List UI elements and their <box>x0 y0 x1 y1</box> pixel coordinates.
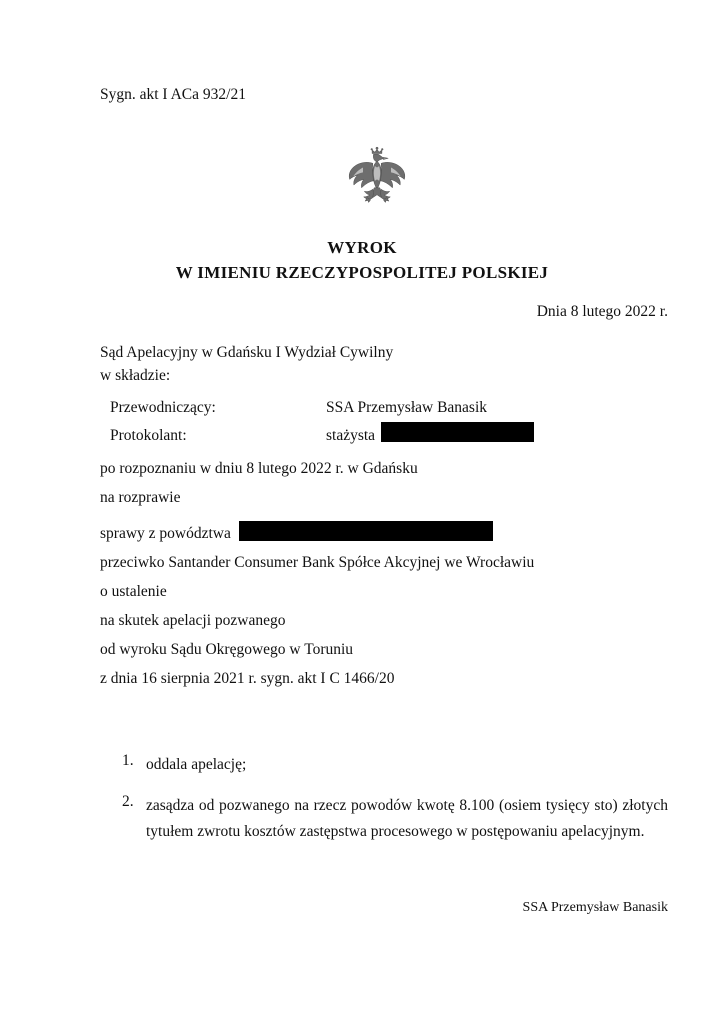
court-block <box>100 342 393 388</box>
body-text-hearing: po rozpoznaniu w dniu 8 lutego 2022 r. w Gdańsku <box>100 460 418 477</box>
judge-signature: SSA Przemysław Banasik <box>522 900 668 915</box>
ruling-text: oddala apelację; <box>146 756 247 773</box>
document-title <box>0 236 724 285</box>
body-text-defendant: przeciwko Santander Consumer Bank Spółce Akcyjnej we Wrocławiu <box>100 554 535 571</box>
body-text-plaintiff-prefix: sprawy z powództwa <box>100 525 231 542</box>
body-text-session: na rozprawie <box>100 489 181 506</box>
judgment-body <box>100 460 670 699</box>
body-line-session <box>100 489 670 507</box>
title-line-wyrok: WYROK <box>327 238 397 257</box>
body-line-lower-court <box>100 641 670 659</box>
panel-row <box>110 420 534 448</box>
body-text-appeal: na skutek apelacji pozwanego <box>100 612 286 629</box>
body-text-lower-court: od wyroku Sądu Okręgowego w Toruniu <box>100 641 354 658</box>
ruling-text: zasądza od pozwanego na rzecz powodów kwotę 8.100 (osiem tysięcy sto) złotych tytułem zwrotu kosztów zastępstwa procesowego w postępowaniu apelacyjnym. <box>146 796 668 841</box>
clerk-role: stażysta <box>326 427 376 445</box>
body-line-lower-case <box>100 670 670 688</box>
title-line-republic: W IMIENIU RZECZYPOSPOLITEJ POLSKIEJ <box>175 262 549 282</box>
case-signature: Sygn. akt I ACa 932/21 <box>100 86 246 103</box>
body-line-defendant <box>100 554 670 572</box>
body-text-lower-case: z dnia 16 sierpnia 2021 r. sygn. akt I C 1466/20 <box>100 670 395 687</box>
ruling-number: 1. <box>122 752 134 769</box>
body-line-hearing <box>100 460 670 478</box>
redaction-bar-clerk-name <box>381 422 534 442</box>
body-line-subject <box>100 583 670 601</box>
body-text-subject: o ustalenie <box>100 583 167 600</box>
body-line-plaintiff <box>100 518 670 543</box>
panel-label-protokolant: Protokolant: <box>110 427 187 445</box>
redaction-bar-plaintiff-name <box>239 521 493 541</box>
panel-label-przewodniczacy: Przewodniczący: <box>110 399 216 416</box>
polish-eagle-emblem <box>341 143 413 213</box>
panel-row <box>110 396 534 420</box>
court-name: Sąd Apelacyjny w Gdańsku I Wydział Cywilny <box>100 344 394 361</box>
ruling-item <box>122 793 668 846</box>
judgment-date: Dnia 8 lutego 2022 r. <box>536 303 668 320</box>
ruling-list <box>122 752 668 860</box>
panel-composition <box>110 396 534 448</box>
panel-value-protokolant <box>326 420 534 448</box>
composition-intro: w składzie: <box>100 366 171 384</box>
presiding-judge-name: SSA Przemysław Banasik <box>326 399 488 416</box>
panel-value-przewodniczacy <box>326 396 487 420</box>
ruling-number: 2. <box>122 792 134 810</box>
body-line-appeal <box>100 612 670 630</box>
ruling-item <box>122 752 668 779</box>
